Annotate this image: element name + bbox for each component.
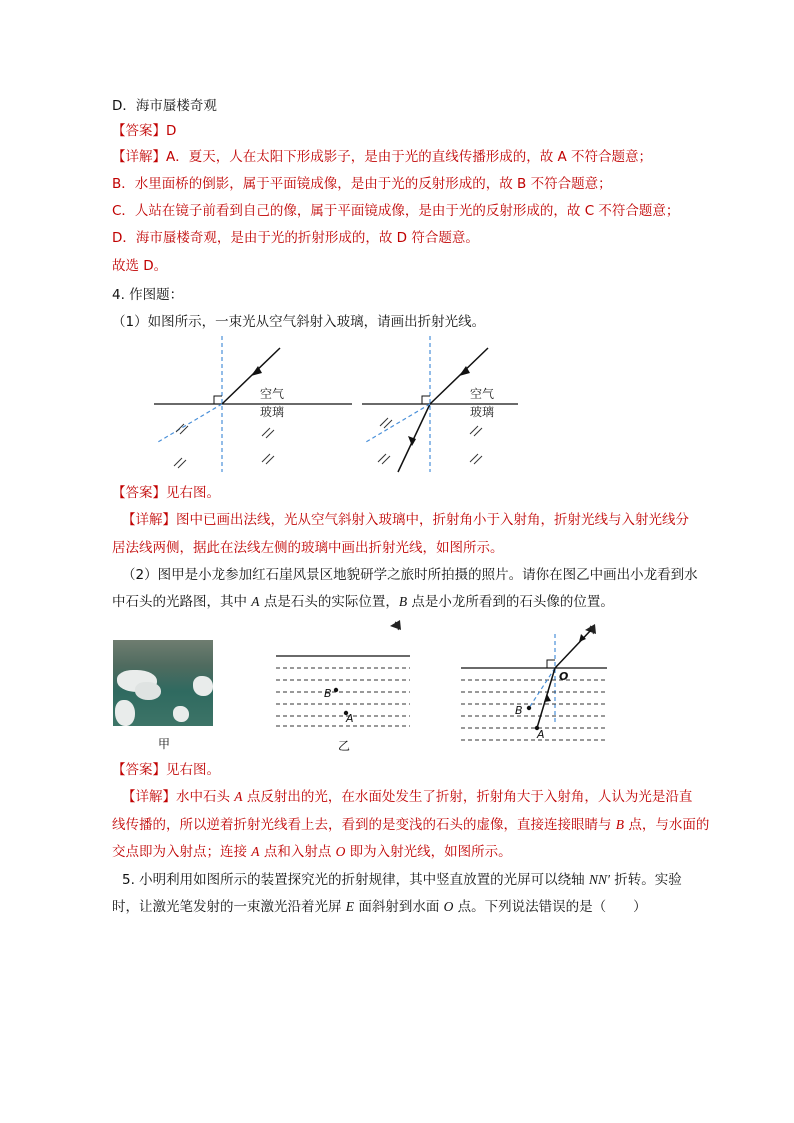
detail-label: 【详解】 [122, 512, 176, 528]
glass-label: 玻璃 [470, 405, 495, 419]
detail-row-a [112, 147, 652, 167]
q4-title: 4. 作图题： [112, 287, 184, 303]
text: 面斜射到水面 [354, 899, 444, 915]
text: 交点即为入射点；连接 [112, 844, 252, 860]
part2-prompt-line2 [112, 592, 614, 612]
text: 折转。实验 [609, 872, 682, 888]
q4-part1-prompt: （1）如图所示，一束光从空气斜射入玻璃，请画出折射光线。 [112, 314, 486, 330]
figure-answer [455, 620, 615, 748]
rock [135, 682, 161, 700]
rock [115, 700, 135, 726]
refracted-ray [398, 404, 430, 472]
answer-value: 见右图。 [166, 485, 220, 501]
answer-value: D [166, 123, 177, 139]
text: 水中石头 [176, 789, 235, 805]
water-lines [461, 680, 607, 740]
point-b-dot [334, 688, 338, 692]
eye-icon [390, 620, 401, 630]
detail-line1: 图中已画出法线，光从空气斜射入玻璃中，折射角小于入射角，折射光线与入射光线分 [176, 512, 689, 528]
point-a: A [234, 789, 243, 804]
label-b: B [515, 704, 523, 717]
detail-b: B．水里面桥的倒影，属于平面镜成像，是由于光的反射形成的，故 B 不符合题意； [112, 176, 612, 192]
answer-value: 见右图。 [166, 762, 220, 778]
label-b: B [324, 687, 332, 700]
option-d: D．海市蜃楼奇观 [112, 98, 217, 114]
glass-label: 玻璃 [260, 405, 285, 419]
part1-detail-line2: 居法线两侧，据此在法线左侧的玻璃中画出折射光线，如图所示。 [112, 540, 504, 556]
answer-label: 【答案】 [112, 485, 166, 501]
air-label: 空气 [470, 387, 495, 401]
answer-diagram [362, 336, 518, 472]
label-o: O [559, 670, 569, 683]
q5-line2 [112, 897, 647, 917]
answer-label: 【答案】 [112, 123, 166, 139]
point-b: B [398, 594, 408, 609]
point-o: O [335, 844, 346, 859]
point-b-dot [527, 706, 531, 710]
water-lines [276, 668, 410, 726]
part2-prompt-line1: （2）图甲是小龙参加红石崖风景区地貌研学之旅时所拍摄的照片。请你在图乙中画出小龙看到水 [122, 567, 698, 583]
text: 时，让激光笔发射的一束激光沿着光屏 [112, 899, 346, 915]
axis-nn: NN′ [588, 872, 610, 887]
conclusion: 故选 D。 [112, 258, 168, 274]
text: 中石头的光路图，其中 [112, 594, 252, 610]
air-label: 空气 [260, 387, 285, 401]
detail-c: C．人站在镜子前看到自己的像，属于平面镜成像，是由于光的反射形成的，故 C 不符合题意； [112, 203, 680, 219]
rock [193, 676, 213, 696]
photo-jia [113, 640, 213, 726]
point-b: B [615, 817, 625, 832]
label-a: A [346, 712, 354, 725]
detail-a: A．夏天，人在太阳下形成影子，是由于光的直线传播形成的，故 A 不符合题意； [166, 149, 653, 165]
text: 点。下列说法错误的是（ ） [453, 899, 647, 915]
detail-label: 【详解】 [112, 149, 166, 165]
eye-icon [585, 624, 596, 634]
right-angle-mark [422, 396, 430, 404]
question-diagram [154, 336, 352, 472]
point-o: O [443, 899, 454, 914]
answer-label: 【答案】 [112, 762, 166, 778]
part1-answer-row [112, 483, 220, 503]
incident-extension [158, 404, 222, 442]
text: 线传播的，所以逆着折射光线看上去，看到的是变浅的石头的虚像，直接连接眼睛与 [112, 817, 616, 833]
screen-e: E [345, 899, 355, 914]
point-a: A [251, 844, 260, 859]
part1-detail-row [122, 510, 689, 530]
text: 即为入射光线，如图所示。 [345, 844, 512, 860]
point-a: A [251, 594, 260, 609]
text: 点，与水面的 [624, 817, 710, 833]
answer-row [112, 121, 176, 141]
right-angle-mark [214, 396, 222, 404]
text: 点反射出的光，在水面处发生了折射，折射角大于入射角，人认为光是沿直 [242, 789, 693, 805]
glass-hatching [174, 424, 274, 468]
part2-detail-line1 [122, 787, 692, 807]
q5-line1 [122, 870, 682, 890]
virtual-ray [529, 668, 555, 708]
arrow-head [579, 634, 586, 642]
part2-detail-line2 [112, 815, 709, 835]
caption-yi: 乙 [338, 739, 351, 753]
figure-yi [270, 616, 420, 734]
text: 5. 小明利用如图所示的装置探究光的折射规律，其中竖直放置的光屏可以绕轴 [122, 872, 589, 888]
arrow-head [544, 694, 551, 702]
detail-label: 【详解】 [122, 789, 176, 805]
part2-answer-row [112, 760, 220, 780]
caption-jia: 甲 [158, 737, 171, 751]
text: 点是小龙所看到的石头像的位置。 [407, 594, 614, 610]
part2-detail-line3 [112, 842, 512, 862]
label-a: A [537, 728, 545, 741]
text: 点是石头的实际位置， [259, 594, 399, 610]
text: 点和入射点 [259, 844, 336, 860]
right-angle-mark [547, 660, 555, 668]
refraction-figure-1 [140, 336, 520, 476]
detail-d: D．海市蜃楼奇观，是由于光的折射形成的，故 D 符合题意。 [112, 230, 479, 246]
refracted-ray [555, 630, 591, 668]
rock [173, 706, 189, 722]
